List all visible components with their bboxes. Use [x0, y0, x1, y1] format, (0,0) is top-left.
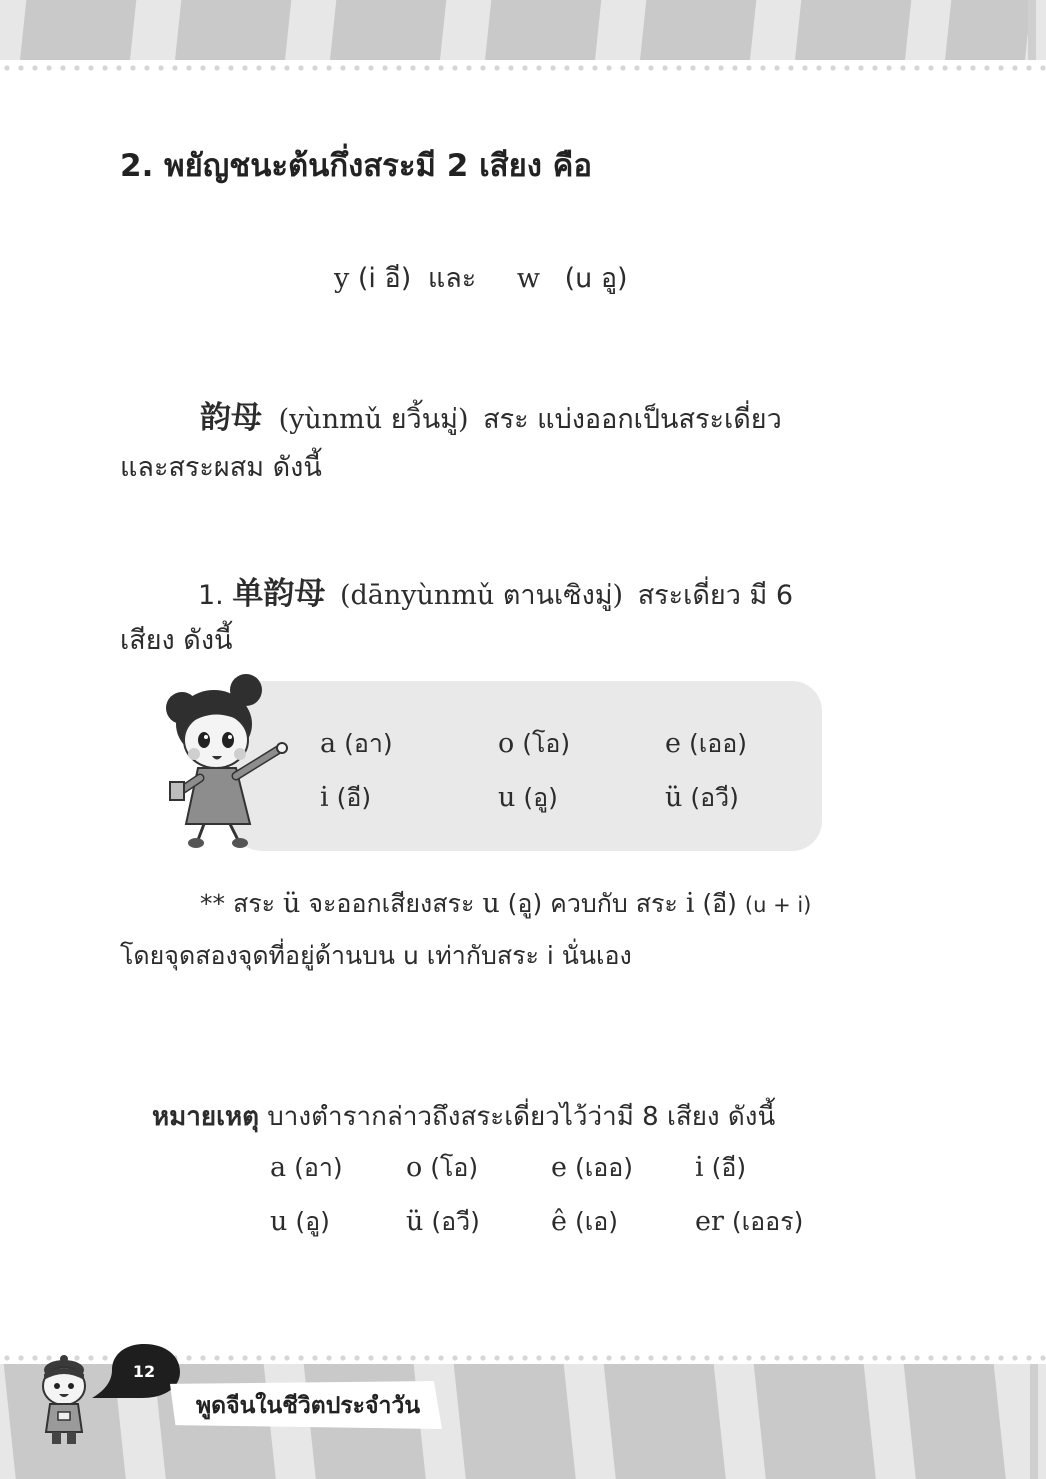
vowel-item: a (อา) [320, 728, 393, 759]
book-title: พูดจีนในชีวิตประจำวัน [196, 1393, 421, 1419]
section-heading: 2. พยัญชนะต้นกึ่งสระมี 2 เสียง คือ [120, 148, 593, 184]
vowel-item: er (เออร) [695, 1206, 804, 1237]
semivowel-y: y [334, 263, 350, 294]
vowel-item: o (โอ) [406, 1152, 479, 1183]
boy-mascot-illustration [34, 1350, 94, 1450]
vowel-item: ü (อวี) [406, 1206, 480, 1237]
yunmu-text: สระ แบ่งออกเป็นสระเดี่ยว [483, 404, 782, 435]
dotted-divider-top [0, 65, 1046, 71]
note-label: หมายเหตุ [152, 1102, 260, 1132]
vowel-item: o (โอ) [498, 728, 571, 759]
vowel-item: i (อี) [695, 1152, 747, 1183]
danyunmu-number: 1. [198, 580, 224, 611]
vowel-item: u (อู) [498, 782, 558, 813]
remark-mid2: ควบกับ สระ [550, 889, 678, 918]
header-decoration [0, 0, 1046, 60]
yunmu-hanzi: 韵母 [200, 400, 262, 436]
note-line [152, 1096, 775, 1137]
remark-mid1: จะออกเสียงสระ [308, 889, 475, 918]
semivowel-line [334, 256, 628, 299]
remark-i: i [685, 888, 695, 919]
single-vowel-list [320, 720, 790, 830]
vowel-item: ê (เอ) [551, 1206, 619, 1237]
note-text: บางตำรากล่าวถึงสระเดี่ยวไว้ว่ามี 8 เสียง ดังนี้ [267, 1102, 776, 1132]
remark-line1 [200, 884, 811, 924]
remark-line2: โดยจุดสองจุดที่อยู่ด้านบน u เท่ากับสระ i นั่นเอง [120, 941, 632, 970]
yunmu-intro-line2: และสระผสม ดังนี้ [120, 452, 322, 483]
vowel-item: e (เออ) [665, 728, 748, 759]
semivowel-w-sound: (u อู) [564, 263, 628, 294]
conjunction: และ [427, 263, 477, 294]
danyunmu-text: สระเดี่ยว มี 6 [637, 580, 794, 611]
page-number: 12 [132, 1362, 156, 1381]
girl-mascot-illustration [158, 664, 298, 854]
remark-u: u [482, 888, 500, 919]
vowel-item: u (อู) [270, 1206, 330, 1237]
remark-i-thai: (อี) [702, 889, 737, 918]
danyunmu-line2: เสียง ดังนี้ [120, 625, 233, 656]
eight-vowel-list [270, 1148, 850, 1248]
yunmu-intro-line1 [200, 392, 782, 440]
danyunmu-pinyin: (dānyùnmǔ ตานเซิงมู่) [339, 580, 624, 611]
yunmu-pinyin: (yùnmǔ ยวิ้นมู่) [278, 404, 469, 435]
remark-prefix: ** สระ [200, 889, 276, 918]
vowel-item: e (เออ) [551, 1152, 634, 1183]
danyunmu-hanzi: 单韵母 [232, 576, 326, 612]
remark-u-umlaut: ü [283, 888, 301, 919]
danyunmu-line1 [198, 568, 793, 616]
vowel-item: ü (อวี) [665, 782, 739, 813]
semivowel-y-sound: (i อี) [357, 263, 412, 294]
remark-formula: (u + i) [744, 893, 812, 917]
semivowel-w: w [516, 263, 540, 294]
remark-u-thai: (อู) [507, 889, 543, 918]
vowel-item: a (อา) [270, 1152, 343, 1183]
vowel-item: i (อี) [320, 782, 372, 813]
